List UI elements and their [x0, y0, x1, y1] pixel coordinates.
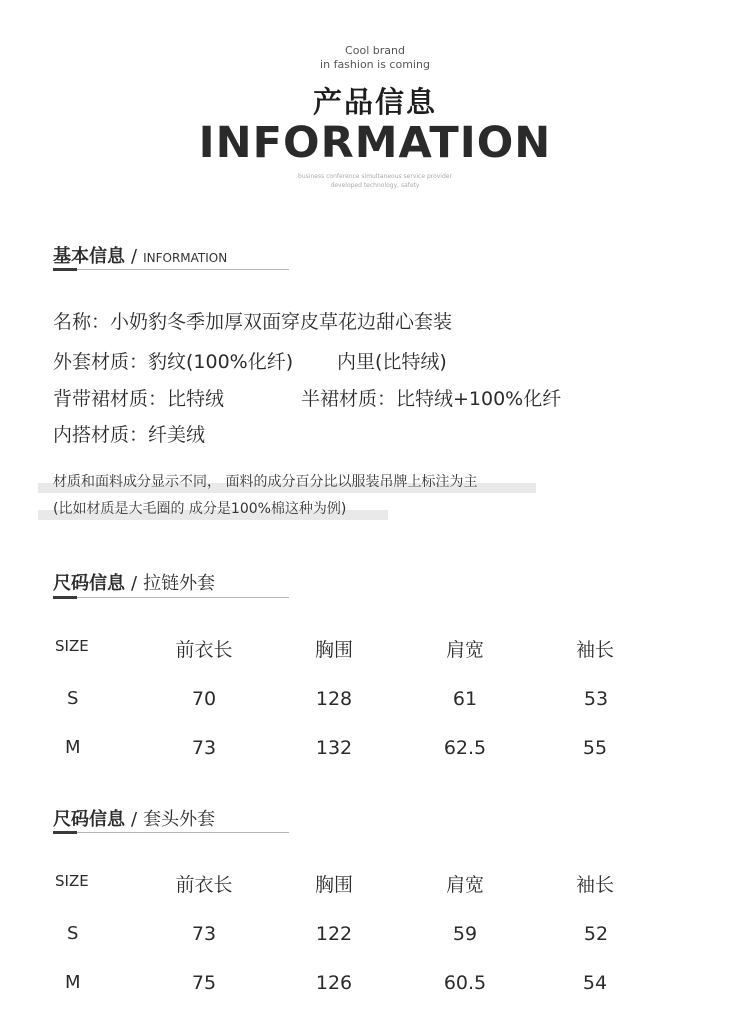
section-divider-accent	[53, 268, 77, 271]
material-note-1: 材质和面料成分显示不同， 面料的成分百分比以服装吊牌上标注为主	[53, 474, 478, 490]
section-separator: /	[131, 573, 138, 594]
table-cell: 122	[315, 923, 353, 945]
table-header-cell: 肩宽	[445, 874, 484, 896]
table-cell: 52	[583, 923, 609, 945]
table-header-cell: 袖长	[575, 874, 614, 896]
table-header-cell: SIZE	[55, 872, 89, 890]
table-cell: 126	[315, 972, 353, 994]
section-divider	[53, 269, 289, 270]
table-cell: 75	[191, 972, 217, 994]
info-coat-material: 外套材质：豹纹(100%化纤)	[53, 351, 294, 373]
material-note-2: (比如材质是大毛圈的 成分是100%棉这种为例)	[53, 501, 347, 517]
section-title: 尺码信息	[53, 809, 125, 830]
table-header-cell: SIZE	[55, 637, 89, 655]
table-header-cell: 胸围	[314, 874, 353, 896]
info-name: 名称：小奶豹冬季加厚双面穿皮草花边甜心套装	[53, 311, 453, 333]
table-header-cell: 肩宽	[445, 639, 484, 661]
section-divider-accent	[53, 831, 77, 834]
section-divider-accent	[53, 596, 77, 599]
table-cell: 54	[582, 972, 608, 994]
subline-2: developed technology, safety	[330, 182, 420, 189]
table-header-cell: 前衣长	[175, 639, 233, 661]
table-cell: 61	[452, 688, 478, 710]
table-header-cell: 胸围	[314, 639, 353, 661]
section-divider	[53, 597, 289, 598]
info-half-skirt-material: 半裙材质：比特绒+100%化纤	[301, 388, 562, 410]
table-cell: 59	[452, 923, 478, 945]
section-title: 基本信息	[53, 246, 125, 267]
info-skirt-material: 背带裙材质：比特绒	[53, 388, 225, 410]
section-title-en: INFORMATION	[143, 251, 228, 265]
table-cell: 53	[583, 688, 609, 710]
section-subtitle: 拉链外套	[143, 573, 216, 594]
table-header-cell: 袖长	[575, 639, 614, 661]
info-lining: 内里(比特绒)	[337, 351, 447, 373]
table-cell: 70	[191, 688, 217, 710]
table-cell: 55	[582, 737, 608, 759]
table-header-cell: 前衣长	[175, 874, 233, 896]
page-title-en: INFORMATION	[198, 118, 552, 168]
table-cell: 73	[191, 923, 217, 945]
table-cell-size: M	[65, 972, 81, 993]
section-separator: /	[131, 246, 138, 267]
page-title-cn: 产品信息	[312, 85, 437, 119]
table-cell: 62.5	[443, 737, 487, 759]
table-cell-size: S	[67, 923, 79, 944]
table-cell-size: M	[65, 737, 81, 758]
table-cell-size: S	[67, 688, 79, 709]
subline-1: business conference simultaneous service provider	[298, 173, 452, 180]
section-title: 尺码信息	[53, 573, 125, 594]
table-cell: 73	[191, 737, 217, 759]
section-subtitle: 套头外套	[143, 809, 216, 830]
section-separator: /	[131, 809, 138, 830]
section-heading-size-pullover-coat	[53, 805, 216, 830]
section-divider	[53, 832, 289, 833]
section-heading-basic-info	[53, 242, 228, 267]
tagline-line-1: Cool brand	[345, 44, 405, 57]
section-heading-size-zip-coat	[53, 569, 216, 594]
tagline-line-2: in fashion is coming	[320, 58, 430, 71]
table-cell: 132	[315, 737, 353, 759]
table-cell: 60.5	[443, 972, 487, 994]
info-inner-material: 内搭材质：纤美绒	[53, 424, 206, 446]
table-cell: 128	[315, 688, 353, 710]
